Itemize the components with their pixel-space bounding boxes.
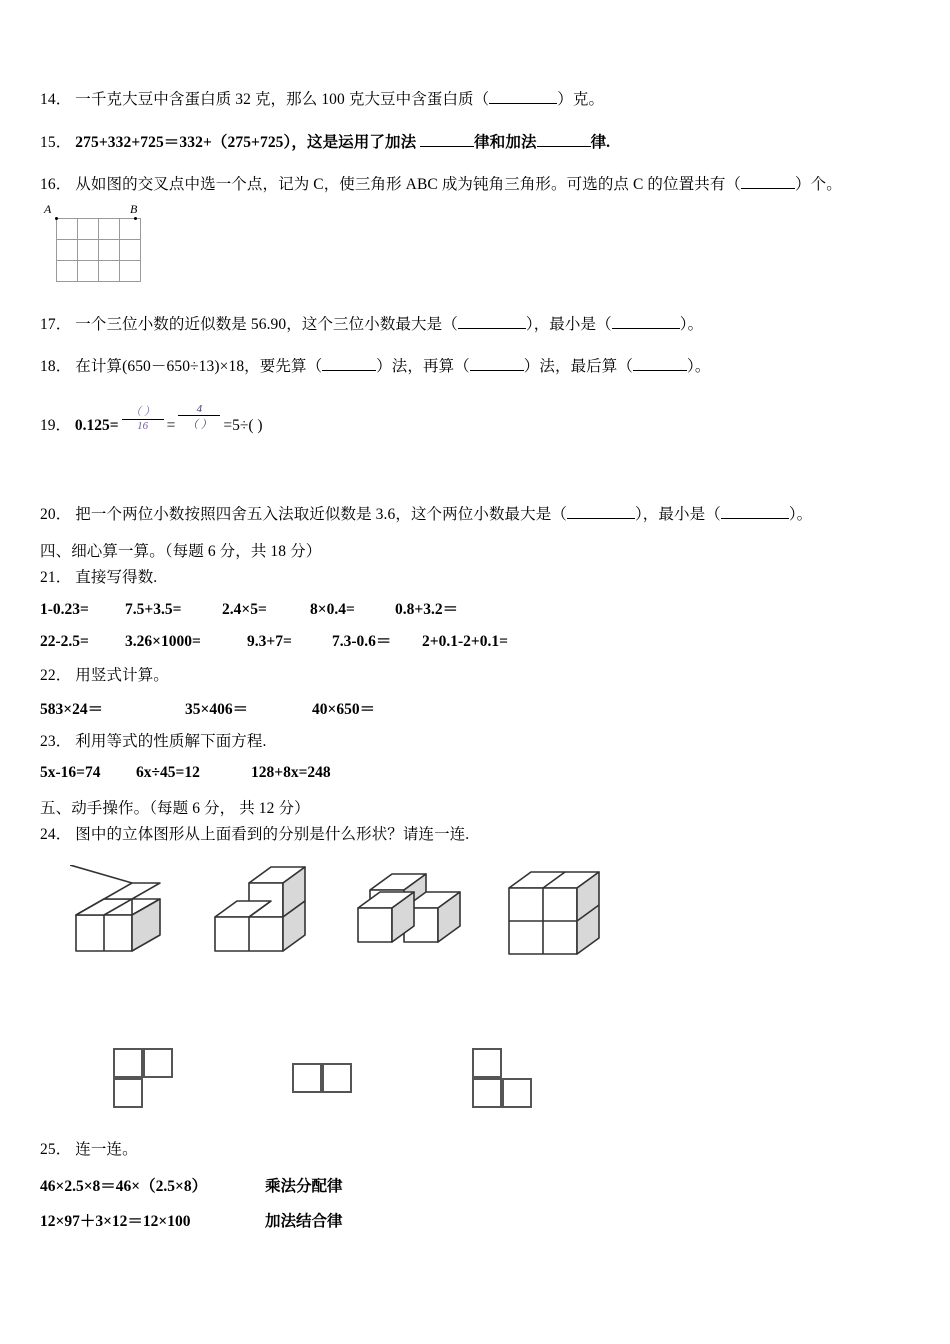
question-21-number: 21． (40, 569, 72, 586)
q21-item: 2+0.1-2+0.1= (422, 633, 508, 650)
fraction-two-denominator[interactable]: （ ） (186, 419, 212, 431)
q22-item: 583×24＝ (40, 701, 104, 718)
section-four-heading: 四、细心算一算。（每题 6 分，共 18 分） (40, 543, 322, 560)
question-25-pair-1-law[interactable]: 乘法分配律 (265, 1178, 343, 1195)
q21-item: 7.5+3.5= (125, 601, 182, 618)
question-23-title: 利用等式的性质解下面方程. (75, 733, 267, 750)
question-20-blank-1[interactable] (567, 518, 635, 519)
question-19-tail: =5÷( ) (223, 417, 263, 435)
question-22-number: 22． (40, 667, 72, 684)
question-18-text-b: ）法，再算（ (376, 358, 470, 375)
grid-row (57, 240, 141, 261)
question-23 (40, 730, 266, 753)
grid-row (57, 219, 141, 240)
flat-cell (472, 1048, 502, 1078)
question-14-blank[interactable] (489, 103, 557, 104)
question-21-row-1 (40, 597, 458, 619)
question-18 (40, 355, 710, 378)
question-17-number: 17． (40, 316, 72, 333)
question-18-text-d: ）。 (686, 358, 711, 375)
question-19-number: 19． (40, 417, 72, 435)
q21-item: 2.4×5= (222, 601, 267, 618)
point-b-label: B (130, 202, 138, 216)
question-24 (40, 823, 469, 846)
question-20-blank-2[interactable] (721, 518, 789, 519)
fraction-one-denominator: 16 (137, 420, 149, 432)
question-18-text-c: ）法，最后算（ (523, 358, 633, 375)
question-25-number: 25． (40, 1141, 72, 1158)
question-18-number: 18． (40, 358, 72, 375)
fraction-two (178, 403, 220, 432)
question-21 (40, 566, 157, 589)
grid-figure (44, 202, 141, 282)
question-17-blank-1[interactable] (458, 328, 526, 329)
question-14-number: 14． (40, 91, 72, 108)
flat-l-shape-upper (113, 1048, 177, 1112)
point-a-label: A (44, 202, 52, 216)
q22-item: 40×650＝ (312, 701, 376, 718)
question-25-pair-1-expression[interactable]: 46×2.5×8＝46×（2.5×8） (40, 1178, 208, 1195)
q23-item: 6x÷45=12 (136, 764, 200, 781)
question-15-text-b: 律和加法 (474, 134, 537, 151)
question-23-items (40, 764, 331, 782)
solid-l-shape-stacked (205, 855, 320, 975)
point-b-dot (134, 217, 137, 220)
question-20-text-b: ），最小是（ (634, 506, 721, 523)
solid-3-svg (348, 858, 473, 970)
question-24-number: 24． (40, 826, 72, 843)
flat-l-shape-lower (472, 1048, 536, 1112)
solid-two-by-two-block (495, 858, 613, 975)
question-18-blank-2[interactable] (470, 370, 524, 371)
fraction-two-numerator: 4 (178, 403, 220, 416)
question-15-blank-2[interactable] (537, 146, 591, 147)
q21-item: 7.3-0.6＝ (332, 633, 392, 650)
question-18-blank-1[interactable] (322, 370, 376, 371)
fraction-one-numerator[interactable]: （ ） (122, 403, 164, 420)
question-14 (40, 88, 604, 111)
question-15-text-a: 275+332+725＝332+（275+725），这是运用了加法 (75, 134, 421, 151)
point-a-dot (55, 217, 58, 220)
question-18-blank-3[interactable] (633, 370, 687, 371)
solid-1-svg (70, 865, 180, 965)
q21-item: 3.26×1000= (125, 633, 201, 650)
question-17-text-b: ），最小是（ (525, 316, 612, 333)
grid-table (56, 218, 141, 282)
q22-item: 35×406＝ (185, 701, 249, 718)
q21-item: 1-0.23= (40, 601, 89, 618)
question-20-text-c: ）。 (788, 506, 813, 523)
question-25 (40, 1138, 138, 1161)
solid-corner-three-cubes (348, 858, 473, 975)
question-15-blank-1[interactable] (420, 146, 474, 147)
grid-row (57, 261, 141, 282)
question-25-pair-2-law[interactable]: 加法结合律 (265, 1213, 343, 1230)
question-20-number: 20． (40, 506, 72, 523)
flat-domino (292, 1063, 356, 1097)
question-17-text-c: ）。 (679, 316, 704, 333)
flat-cell (322, 1063, 352, 1093)
flat-cell (113, 1078, 143, 1108)
q23-item: 128+8x=248 (251, 764, 331, 781)
question-19-lead: 0.125= (74, 417, 119, 435)
solid-4-svg (495, 858, 613, 970)
question-15-text-c: 律. (590, 134, 611, 151)
question-15 (40, 131, 610, 154)
question-19 (40, 403, 263, 441)
question-22-title: 用竖式计算。 (75, 667, 169, 684)
flat-cell (472, 1078, 502, 1108)
q21-item: 9.3+7= (247, 633, 292, 650)
question-17-blank-2[interactable] (612, 328, 680, 329)
question-16-blank[interactable] (741, 188, 795, 189)
q23-item: 5x-16=74 (40, 764, 101, 781)
solid-2-svg (205, 855, 320, 970)
question-16 (40, 173, 842, 196)
question-22-items (40, 697, 375, 719)
question-14-text-b: ）克。 (557, 91, 605, 108)
question-24-title: 图中的立体图形从上面看到的分别是什么形状？请连一连. (75, 826, 470, 843)
q21-item: 22-2.5= (40, 633, 89, 650)
question-16-text-b: ）个。 (795, 176, 842, 193)
question-16-text-a: 从如图的交叉点中选一个点，记为 C，使三角形 ABC 成为钝角三角形。可选的点 C 的位置共有（ (75, 176, 742, 193)
question-20 (40, 503, 812, 526)
question-16-number: 16． (40, 176, 72, 193)
question-15-number: 15． (40, 134, 72, 151)
flat-cell (502, 1078, 532, 1108)
question-20-text-a: 把一个两位小数按照四舍五入法取近似数是 3.6，这个两位小数最大是（ (75, 506, 567, 523)
fraction-one (122, 403, 164, 432)
question-23-number: 23． (40, 733, 72, 750)
question-17-text-a: 一个三位小数的近似数是 56.90，这个三位小数最大是（ (75, 316, 458, 333)
question-18-text-a: 在计算(650－650÷13)×18，要先算（ (75, 358, 323, 375)
flat-cell (292, 1063, 322, 1093)
q21-item: 0.8+3.2＝ (395, 601, 459, 618)
question-21-title: 直接写得数. (75, 569, 158, 586)
question-14-text-a: 一千克大豆中含蛋白质 32 克，那么 100 克大豆中含蛋白质（ (75, 91, 490, 108)
question-25-pair-2-expression[interactable]: 12×97＋3×12＝12×100 (40, 1213, 191, 1230)
section-five-heading: 五、动手操作。（每题 6 分， 共 12 分） (40, 800, 310, 817)
flat-cell (143, 1048, 173, 1078)
solid-two-cubes-row (70, 865, 180, 970)
q21-item: 8×0.4= (310, 601, 355, 618)
flat-cell (113, 1048, 143, 1078)
question-21-row-2 (40, 629, 508, 651)
question-22 (40, 664, 169, 687)
question-19-equals: = (166, 417, 176, 435)
question-25-title: 连一连。 (75, 1141, 138, 1158)
question-17 (40, 313, 703, 336)
